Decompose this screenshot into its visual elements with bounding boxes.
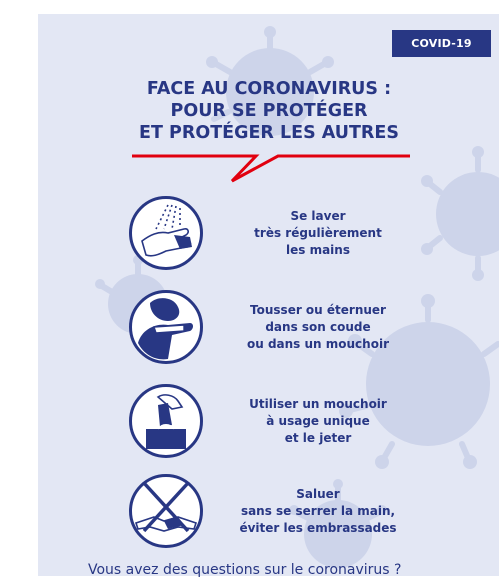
covid-badge: COVID-19 (392, 30, 491, 57)
no-handshake-icon (128, 473, 204, 549)
speech-bubble-underline-icon (132, 143, 412, 185)
question-text: Vous avez des questions sur le coronavirus ? (88, 562, 402, 578)
gesture-caption: Se laver très régulièrement les mains (254, 208, 382, 257)
gesture-caption: Saluer sans se serrer la main, éviter les embrassades (239, 486, 397, 535)
poster (38, 14, 499, 576)
gesture-caption: Utiliser un mouchoir à usage unique et le jeter (249, 396, 387, 445)
title-line-3: ET PROTÉGER LES AUTRES (139, 123, 399, 143)
gesture-item (128, 383, 468, 463)
cough-in-elbow-icon (128, 289, 204, 365)
title-line-2: POUR SE PROTÉGER (170, 101, 368, 121)
gesture-item (128, 289, 468, 369)
gesture-item (128, 473, 468, 553)
page-title (78, 78, 460, 144)
hand-washing-icon (128, 195, 204, 271)
gesture-item (128, 195, 468, 275)
gesture-caption: Tousser ou éternuer dans son coude ou dans un mouchoir (246, 302, 389, 351)
tissue-box-icon (128, 383, 204, 459)
title-line-1: FACE AU CORONAVIRUS : (146, 79, 392, 99)
